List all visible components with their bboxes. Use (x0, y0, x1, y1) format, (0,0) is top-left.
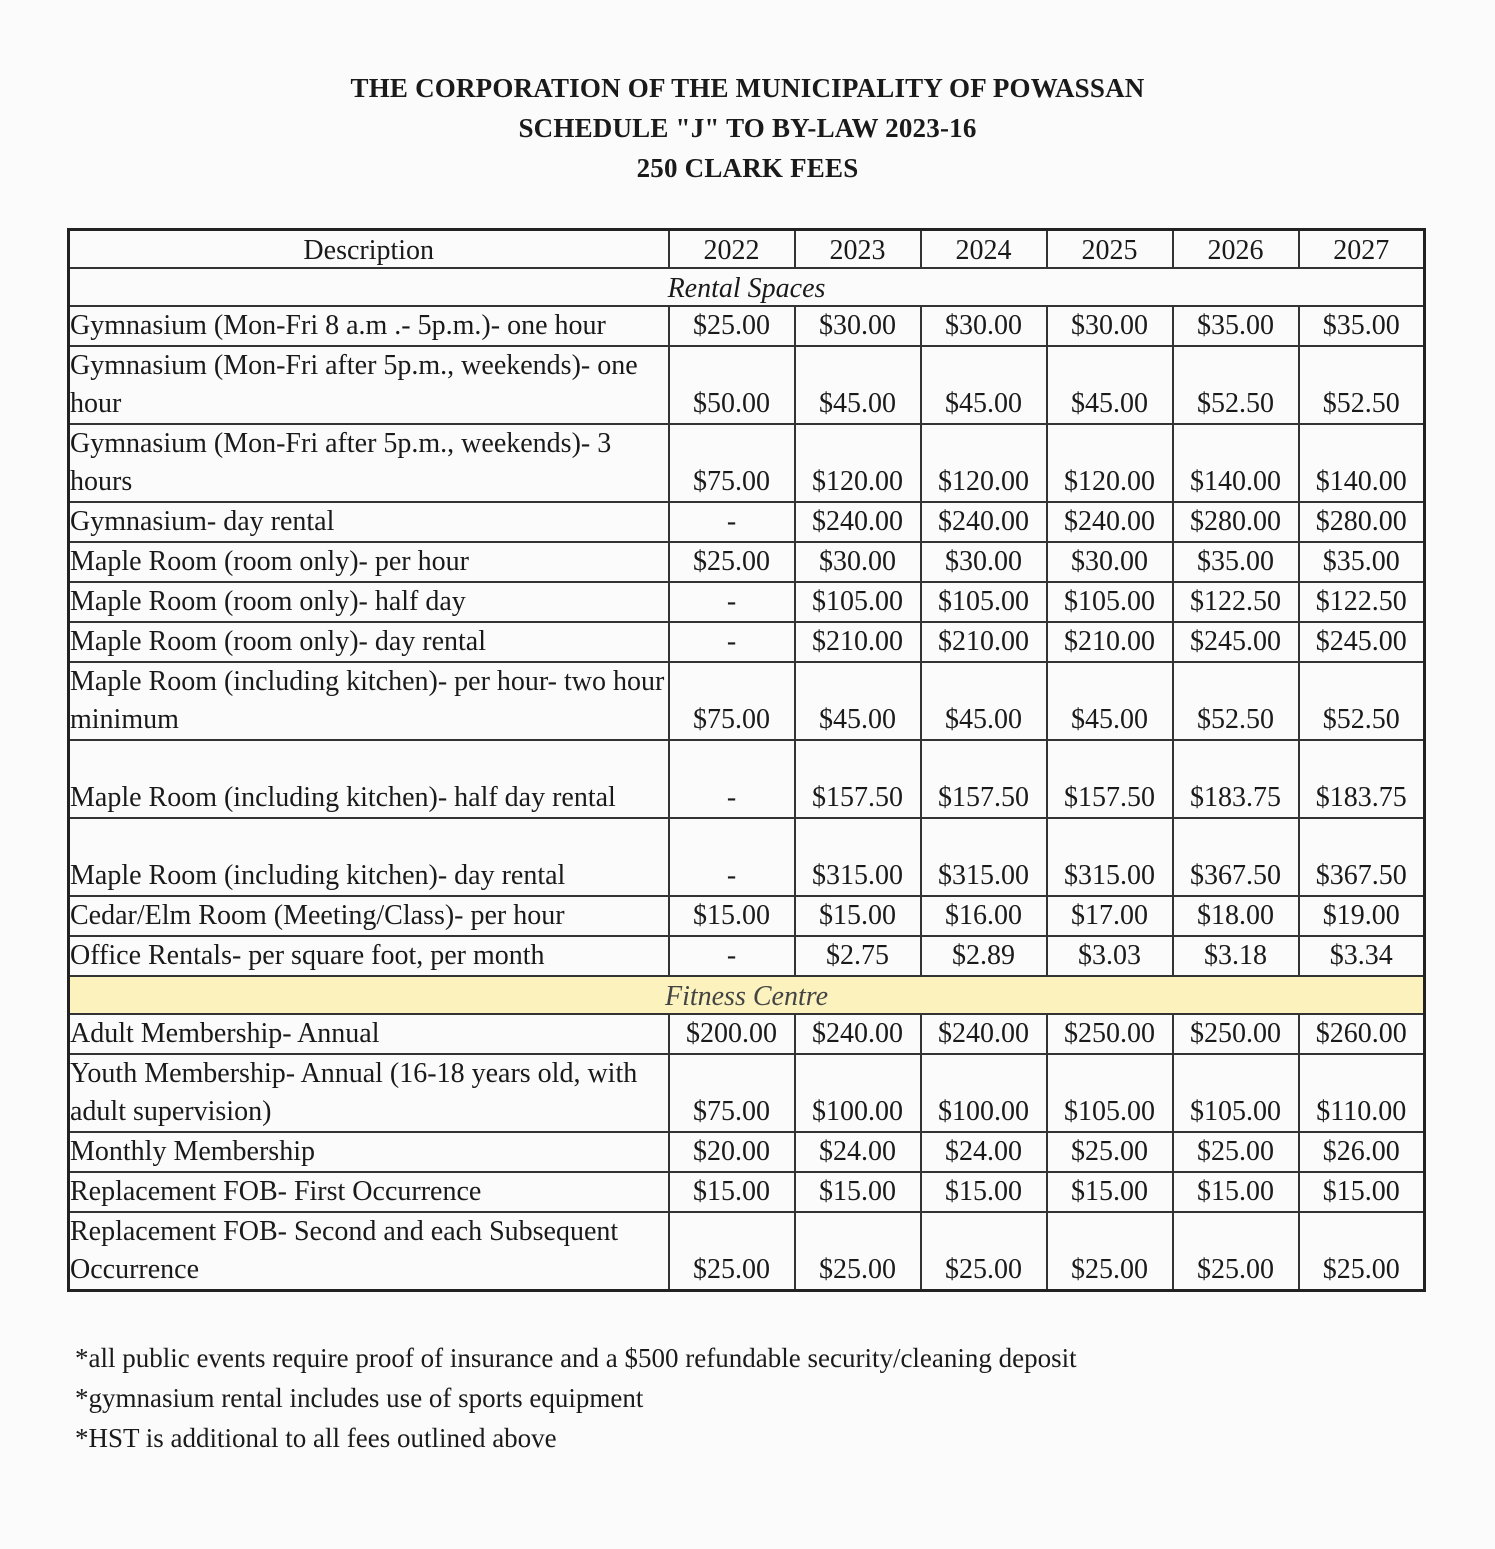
fee-value: $25.00 (1047, 1132, 1173, 1172)
fee-description: Adult Membership- Annual (69, 1014, 669, 1054)
fee-value: $183.75 (1173, 740, 1299, 818)
fee-description: Cedar/Elm Room (Meeting/Class)- per hour (69, 896, 669, 936)
fee-value: - (669, 582, 795, 622)
section-row (69, 976, 1425, 1014)
footnotes (75, 1338, 1077, 1458)
fee-value: $25.00 (1173, 1212, 1299, 1291)
fee-value: $45.00 (1047, 346, 1173, 424)
fee-description: Office Rentals- per square foot, per month (69, 936, 669, 976)
fee-value: $16.00 (921, 896, 1047, 936)
table-row (69, 346, 1425, 424)
fee-value: $260.00 (1299, 1014, 1425, 1054)
table-row (69, 1014, 1425, 1054)
fee-value: $45.00 (795, 346, 921, 424)
header-subtitle: 250 CLARK FEES (636, 153, 859, 183)
fee-value: $120.00 (1047, 424, 1173, 502)
fee-value: $100.00 (795, 1054, 921, 1132)
fee-description: Maple Room (including kitchen)- per hour- two hour minimum (69, 662, 669, 740)
fee-value: $50.00 (669, 346, 795, 424)
fee-value: - (669, 818, 795, 896)
fee-value: $25.00 (795, 1212, 921, 1291)
fee-value: $2.75 (795, 936, 921, 976)
fee-value: $240.00 (795, 502, 921, 542)
fee-value: $105.00 (795, 582, 921, 622)
fee-value: $24.00 (795, 1132, 921, 1172)
fee-value: $19.00 (1299, 896, 1425, 936)
fee-value: - (669, 740, 795, 818)
fee-value: $24.00 (921, 1132, 1047, 1172)
fee-description: Gymnasium (Mon-Fri 8 a.m .- 5p.m.)- one hour (69, 306, 669, 346)
section-row (69, 268, 1425, 306)
fee-value: $25.00 (921, 1212, 1047, 1291)
fee-value: $15.00 (1047, 1172, 1173, 1212)
fee-value: $367.50 (1173, 818, 1299, 896)
column-header: 2025 (1047, 230, 1173, 269)
fee-value: - (669, 936, 795, 976)
fee-value: $100.00 (921, 1054, 1047, 1132)
table-row (69, 662, 1425, 740)
footnote: *gymnasium rental includes use of sports equipment (75, 1383, 644, 1413)
fee-value: $15.00 (669, 896, 795, 936)
table-row (69, 936, 1425, 976)
column-header: 2026 (1173, 230, 1299, 269)
fee-value: $45.00 (1047, 662, 1173, 740)
fee-value: $3.03 (1047, 936, 1173, 976)
table-row (69, 502, 1425, 542)
fee-value: $140.00 (1173, 424, 1299, 502)
fee-value: $183.75 (1299, 740, 1425, 818)
fee-value: $120.00 (921, 424, 1047, 502)
table-row (69, 1054, 1425, 1132)
section-title: Fitness Centre (69, 976, 1425, 1014)
fee-value: $240.00 (921, 1014, 1047, 1054)
table-row (69, 582, 1425, 622)
fee-value: $25.00 (1047, 1212, 1173, 1291)
table-row (69, 818, 1425, 896)
fee-value: $45.00 (795, 662, 921, 740)
table-row (69, 424, 1425, 502)
table-row (69, 306, 1425, 346)
fee-value: $45.00 (921, 346, 1047, 424)
column-header: Description (69, 230, 669, 269)
fee-value: $110.00 (1299, 1054, 1425, 1132)
fee-value: $30.00 (1047, 542, 1173, 582)
table-row (69, 896, 1425, 936)
fee-value: $52.50 (1299, 346, 1425, 424)
fee-value: $15.00 (921, 1172, 1047, 1212)
fee-value: $52.50 (1173, 662, 1299, 740)
fee-value: $45.00 (921, 662, 1047, 740)
fee-value: $105.00 (1047, 1054, 1173, 1132)
fee-description: Replacement FOB- Second and each Subsequent Occurrence (69, 1212, 669, 1291)
fee-value: $18.00 (1173, 896, 1299, 936)
section-title: Rental Spaces (69, 268, 1425, 306)
column-header: 2024 (921, 230, 1047, 269)
fee-value: $15.00 (795, 1172, 921, 1212)
fee-value: $52.50 (1299, 662, 1425, 740)
fee-value: $240.00 (921, 502, 1047, 542)
fee-value: $2.89 (921, 936, 1047, 976)
fee-value: $105.00 (1173, 1054, 1299, 1132)
fee-value: $17.00 (1047, 896, 1173, 936)
fee-value: $30.00 (795, 306, 921, 346)
fee-value: $120.00 (795, 424, 921, 502)
fee-value: $25.00 (669, 1212, 795, 1291)
fee-value: $315.00 (795, 818, 921, 896)
fee-value: $280.00 (1299, 502, 1425, 542)
fee-value: $210.00 (921, 622, 1047, 662)
fee-value: $105.00 (921, 582, 1047, 622)
fee-value: $35.00 (1173, 306, 1299, 346)
fee-description: Maple Room (room only)- half day (69, 582, 669, 622)
table-row (69, 1132, 1425, 1172)
fee-value: $25.00 (669, 306, 795, 346)
fee-value: $75.00 (669, 1054, 795, 1132)
fee-value: $240.00 (795, 1014, 921, 1054)
footnote: *HST is additional to all fees outlined above (75, 1423, 557, 1453)
fee-value: $35.00 (1299, 542, 1425, 582)
fee-value: - (669, 622, 795, 662)
fee-description: Gymnasium- day rental (69, 502, 669, 542)
fee-value: $30.00 (921, 306, 1047, 346)
fee-description: Monthly Membership (69, 1132, 669, 1172)
fee-value: $245.00 (1299, 622, 1425, 662)
fee-value: $245.00 (1173, 622, 1299, 662)
fee-description: Gymnasium (Mon-Fri after 5p.m., weekends)- one hour (69, 346, 669, 424)
fee-description: Replacement FOB- First Occurrence (69, 1172, 669, 1212)
fee-value: $30.00 (1047, 306, 1173, 346)
fee-value: $157.50 (921, 740, 1047, 818)
header-schedule: SCHEDULE "J" TO BY-LAW 2023-16 (518, 113, 977, 143)
fee-description: Maple Room (room only)- per hour (69, 542, 669, 582)
fee-description: Maple Room (including kitchen)- day rental (69, 818, 669, 896)
fee-value: $15.00 (669, 1172, 795, 1212)
fee-value: $35.00 (1299, 306, 1425, 346)
fee-value: $20.00 (669, 1132, 795, 1172)
document-header (0, 68, 1495, 188)
fee-value: $122.50 (1299, 582, 1425, 622)
table-row (69, 1172, 1425, 1212)
fee-value: $30.00 (921, 542, 1047, 582)
fee-value: $15.00 (1299, 1172, 1425, 1212)
fee-value: $315.00 (921, 818, 1047, 896)
fee-description: Youth Membership- Annual (16-18 years old, with adult supervision) (69, 1054, 669, 1132)
fee-value: $25.00 (1299, 1212, 1425, 1291)
footnote: *all public events require proof of insurance and a $500 refundable security/cleaning deposit (75, 1343, 1077, 1373)
fee-value: $3.18 (1173, 936, 1299, 976)
fees-table (67, 228, 1426, 1292)
fee-value: $105.00 (1047, 582, 1173, 622)
table-body (69, 268, 1425, 1291)
fee-value: $200.00 (669, 1014, 795, 1054)
table-header-row (69, 230, 1425, 269)
fee-value: $75.00 (669, 662, 795, 740)
fee-value: $210.00 (795, 622, 921, 662)
fee-value: $15.00 (1173, 1172, 1299, 1212)
column-header: 2022 (669, 230, 795, 269)
fee-value: $210.00 (1047, 622, 1173, 662)
table-row (69, 1212, 1425, 1291)
table-row (69, 740, 1425, 818)
fee-value: $26.00 (1299, 1132, 1425, 1172)
header-title: THE CORPORATION OF THE MUNICIPALITY OF POWASSAN (350, 73, 1145, 103)
fee-value: $122.50 (1173, 582, 1299, 622)
fee-value: $25.00 (1173, 1132, 1299, 1172)
column-header: 2027 (1299, 230, 1425, 269)
fee-value: $367.50 (1299, 818, 1425, 896)
fee-value: $3.34 (1299, 936, 1425, 976)
fee-value: $30.00 (795, 542, 921, 582)
table-row (69, 622, 1425, 662)
fee-value: $280.00 (1173, 502, 1299, 542)
fee-value: $250.00 (1047, 1014, 1173, 1054)
fee-value: - (669, 502, 795, 542)
fee-value: $157.50 (1047, 740, 1173, 818)
fee-value: $250.00 (1173, 1014, 1299, 1054)
fee-description: Maple Room (including kitchen)- half day rental (69, 740, 669, 818)
fee-value: $240.00 (1047, 502, 1173, 542)
fee-value: $315.00 (1047, 818, 1173, 896)
fee-value: $25.00 (669, 542, 795, 582)
fee-value: $35.00 (1173, 542, 1299, 582)
fee-description: Maple Room (room only)- day rental (69, 622, 669, 662)
fee-value: $52.50 (1173, 346, 1299, 424)
fee-value: $157.50 (795, 740, 921, 818)
fee-description: Gymnasium (Mon-Fri after 5p.m., weekends)- 3 hours (69, 424, 669, 502)
fee-value: $75.00 (669, 424, 795, 502)
table-row (69, 542, 1425, 582)
fee-value: $15.00 (795, 896, 921, 936)
fee-value: $140.00 (1299, 424, 1425, 502)
column-header: 2023 (795, 230, 921, 269)
